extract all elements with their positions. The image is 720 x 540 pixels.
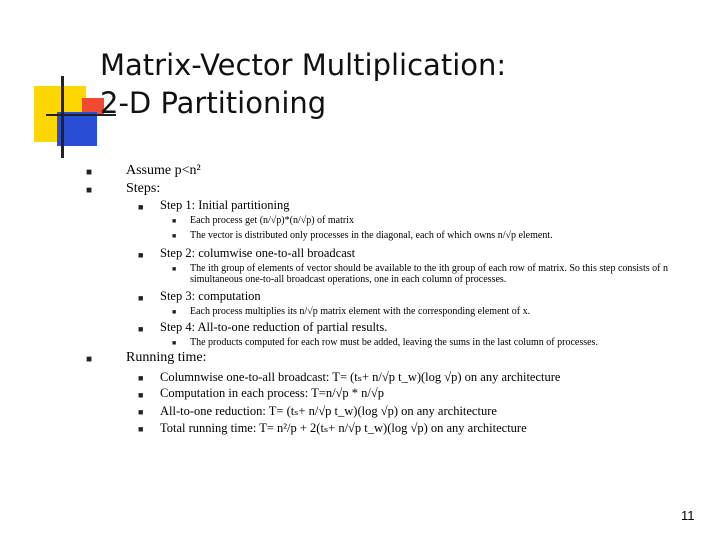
- bullet-step1-a: Each process get (n/√p)*(n/√p) of matrix: [190, 215, 354, 226]
- bullet-rt-reduction: All-to-one reduction: T= (tₛ+ n/√p t_w)(log √p) on any architecture: [160, 404, 497, 418]
- bullet-rt-broadcast: Columnwise one-to-all broadcast: T= (tₛ+ n/√p t_w)(log √p) on any architecture: [160, 370, 561, 384]
- square-bullet-icon: ■: [138, 424, 144, 434]
- square-bullet-icon: ■: [86, 167, 93, 178]
- bullet-step2: Step 2: columwise one-to-all broadcast: [160, 246, 356, 260]
- square-bullet-icon: ■: [172, 308, 177, 316]
- square-bullet-icon: ■: [138, 407, 144, 417]
- square-bullet-icon: ■: [138, 202, 144, 212]
- square-bullet-icon: ■: [172, 265, 177, 273]
- square-bullet-icon: ■: [86, 185, 93, 196]
- square-bullet-icon: ■: [138, 390, 144, 400]
- bullet-rt-computation: Computation in each process: T=n/√p * n/√p: [160, 386, 384, 400]
- bullet-rt-total: Total running time: T= n²/p + 2(tₛ+ n/√p t_w)(log √p) on any architecture: [160, 421, 527, 435]
- page-number: 11: [681, 508, 695, 523]
- slide-title: [100, 46, 506, 122]
- decor-vertical-line: [61, 76, 64, 158]
- square-bullet-icon: ■: [172, 232, 177, 240]
- bullet-step1: Step 1: Initial partitioning: [160, 198, 290, 212]
- bullet-steps: Steps:: [126, 181, 161, 196]
- bullet-step2-a: The ith group of elements of vector should be available to the ith group of each row of matrix. So this step consists of n simultaneous one-to-all broadcast operations, one in each column of processes.: [190, 263, 668, 285]
- bullet-step4-a: The products computed for each row must be added, leaving the sums in the last column of processes.: [190, 337, 598, 348]
- slide-title-line2: 2-D Partitioning: [100, 86, 327, 120]
- bullet-step3-a: Each process multiplies its n/√p matrix element with the corresponding element of x.: [190, 306, 531, 317]
- slide-title-line1: Matrix-Vector Multiplication:: [100, 48, 507, 82]
- square-bullet-icon: ■: [138, 373, 144, 383]
- bullet-step3: Step 3: computation: [160, 289, 261, 303]
- square-bullet-icon: ■: [138, 293, 144, 303]
- square-bullet-icon: ■: [138, 250, 144, 260]
- bullet-step1-b: The vector is distributed only processes in the diagonal, each of which owns n/√p element.: [190, 230, 553, 241]
- square-bullet-icon: ■: [172, 217, 177, 225]
- bullet-step4: Step 4: All-to-one reduction of partial results.: [160, 320, 388, 334]
- square-bullet-icon: ■: [172, 339, 177, 347]
- bullet-running-time: Running time:: [126, 350, 207, 365]
- bullet-assume: Assume p<n²: [126, 163, 201, 178]
- square-bullet-icon: ■: [86, 354, 93, 365]
- square-bullet-icon: ■: [138, 324, 144, 334]
